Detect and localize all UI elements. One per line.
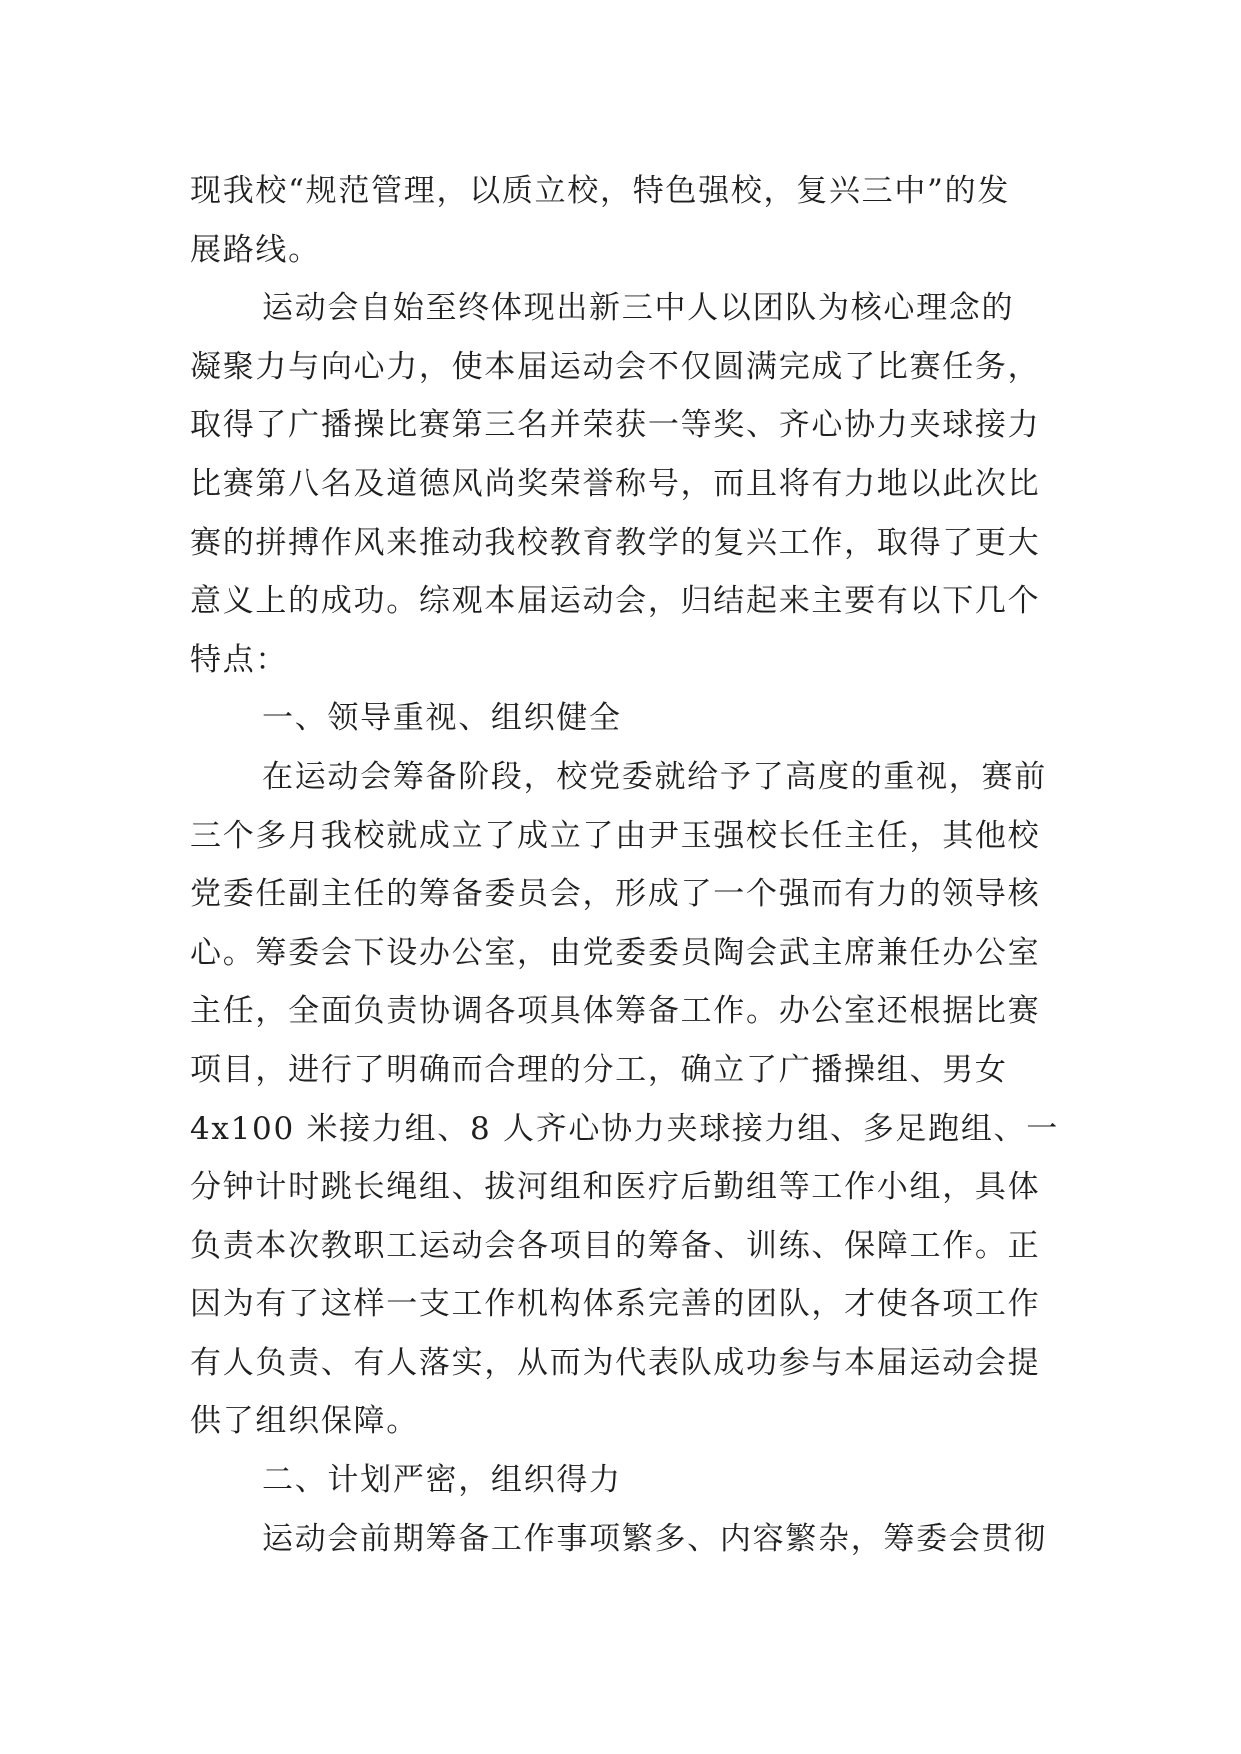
- document-body: [190, 162, 1059, 1568]
- text-line: 运动会自始至终体现出新三中人以团队为核心理念的: [262, 290, 1015, 327]
- section-heading: 二、计划严密，组织得力: [262, 1462, 622, 1499]
- text-line: 因为有了这样一支工作机构体系完善的团队，才使各项工作: [190, 1286, 1041, 1323]
- text-line: 赛的拼搏作风来推动我校教育教学的复兴工作，取得了更大: [190, 524, 1041, 561]
- text-line: 分钟计时跳长绳组、拔河组和医疗后勤组等工作小组，具体: [190, 1169, 1041, 1206]
- text-line: 4x100 米接力组、8 人齐心协力夹球接力组、多足跑组、一: [190, 1110, 1059, 1147]
- text-line: 意义上的成功。综观本届运动会，归结起来主要有以下几个: [190, 583, 1041, 620]
- text-line: 负责本次教职工运动会各项目的筹备、训练、保障工作。正: [190, 1227, 1041, 1264]
- text-line: 现我校“规范管理，以质立校，特色强校，复兴三中”的发: [190, 173, 1011, 209]
- text-line: 特点：: [190, 641, 289, 678]
- text-line: 项目，进行了明确而合理的分工，确立了广播操组、男女: [190, 1051, 1008, 1088]
- text-line: 凝聚力与向心力，使本届运动会不仅圆满完成了比赛任务，: [190, 348, 1041, 385]
- section-heading: 一、领导重视、组织健全: [262, 700, 622, 737]
- text-line: 运动会前期筹备工作事项繁多、内容繁杂，筹委会贯彻: [262, 1520, 1047, 1557]
- text-line: 展路线。: [190, 231, 321, 268]
- text-line: 取得了广播操比赛第三名并荣获一等奖、齐心协力夹球接力: [190, 407, 1041, 444]
- text-line: 有人负责、有人落实，从而为代表队成功参与本届运动会提: [190, 1344, 1041, 1381]
- text-line: 供了组织保障。: [190, 1403, 419, 1440]
- text-line: 心。筹委会下设办公室，由党委委员陶会武主席兼任办公室: [190, 934, 1041, 971]
- text-line: 主任，全面负责协调各项具体筹备工作。办公室还根据比赛: [190, 993, 1041, 1030]
- text-line: 党委任副主任的筹备委员会，形成了一个强而有力的领导核: [190, 876, 1041, 913]
- text-line: 三个多月我校就成立了成立了由尹玉强校长任主任，其他校: [190, 817, 1041, 854]
- text-line: 在运动会筹备阶段，校党委就给予了高度的重视，赛前: [262, 758, 1047, 795]
- text-line: 比赛第八名及道德风尚奖荣誉称号，而且将有力地以此次比: [190, 465, 1041, 502]
